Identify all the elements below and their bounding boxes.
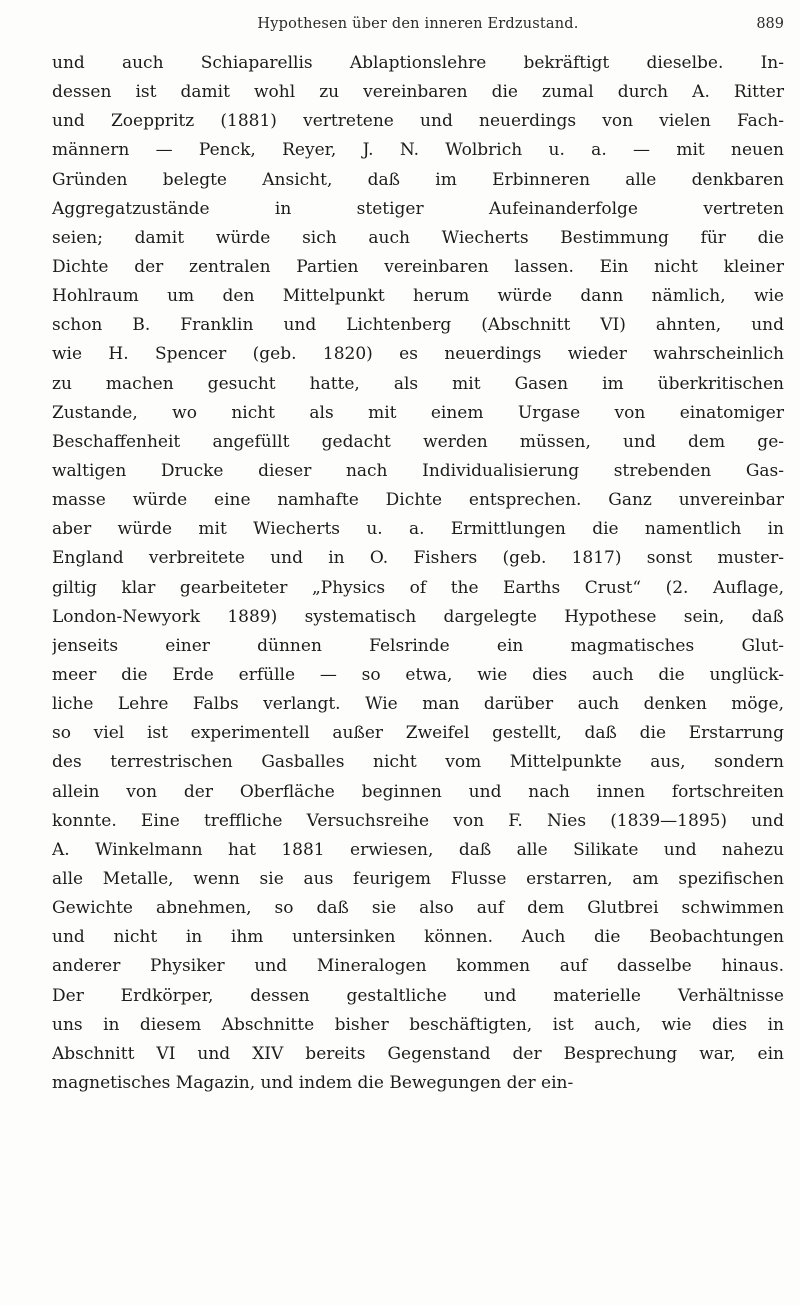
text-line: waltigen Drucke dieser nach Individualisierung strebenden Gas- [52, 460, 784, 481]
text-line: magnetisches Magazin, und indem die Bewegungen der ein- [52, 1072, 574, 1093]
text-line: liche Lehre Falbs verlangt. Wie man darüber auch denken möge, [52, 694, 784, 715]
text-line: männern — Penck, Reyer, J. N. Wolbrich u. a. — mit neuen [52, 140, 784, 161]
text-line: schon B. Franklin und Lichtenberg (Abschnitt VI) ahnten, und [52, 315, 784, 336]
text-line: aber würde mit Wiecherts u. a. Ermittlungen die namentlich in [52, 519, 784, 540]
text-line: dessen ist damit wohl zu vereinbaren die zumal durch A. Ritter [52, 82, 784, 103]
text-line: wie H. Spencer (geb. 1820) es neuerdings wieder wahrscheinlich [52, 344, 784, 365]
text-line: England verbreitete und in O. Fishers (geb. 1817) sonst muster- [52, 548, 784, 569]
text-line: allein von der Oberfläche beginnen und nach innen fortschreiten [52, 781, 784, 802]
text-line: Aggregatzustände in stetiger Aufeinanderfolge vertreten [52, 198, 784, 219]
text-line: und nicht in ihm untersinken können. Auch die Beobachtungen [52, 927, 784, 948]
text-line: alle Metalle, wenn sie aus feurigem Flusse erstarren, am spezifischen [52, 868, 784, 889]
text-line: Gewichte abnehmen, so daß sie also auf dem Glutbrei schwimmen [52, 898, 784, 919]
text-line: anderer Physiker und Mineralogen kommen auf dasselbe hinaus. [52, 956, 784, 977]
text-line: meer die Erde erfülle — so etwa, wie dies auch die unglück- [52, 664, 784, 685]
text-line: uns in diesem Abschnitte bisher beschäftigten, ist auch, wie dies in [52, 1014, 784, 1035]
page-number: 889 [756, 16, 784, 32]
text-line: Dichte der zentralen Partien vereinbaren lassen. Ein nicht kleiner [52, 256, 784, 277]
body-text [52, 49, 784, 1098]
text-line: konnte. Eine treffliche Versuchsreihe von F. Nies (1839—1895) und [52, 810, 784, 831]
text-line: zu machen gesucht hatte, als mit Gasen im überkritischen [52, 373, 784, 394]
text-line: Abschnitt VI und XIV bereits Gegenstand der Besprechung war, ein [52, 1043, 784, 1064]
text-line: und auch Schiaparellis Ablaptionslehre bekräftigt dieselbe. In- [52, 53, 784, 73]
text-line: A. Winkelmann hat 1881 erwiesen, daß alle Silikate und nahezu [52, 839, 784, 860]
text-line: jenseits einer dünnen Felsrinde ein magmatisches Glut- [52, 635, 784, 656]
text-line: des terrestrischen Gasballes nicht vom Mittelpunkte aus, sondern [52, 752, 784, 773]
text-line: Hohlraum um den Mittelpunkt herum würde dann nämlich, wie [52, 286, 784, 307]
text-line: giltig klar gearbeiteter „Physics of the Earths Crust“ (2. Auflage, [52, 577, 784, 598]
running-title: Hypothesen über den inneren Erdzustand. [257, 16, 579, 32]
running-head [52, 12, 784, 36]
text-line: Zustande, wo nicht als mit einem Urgase von einatomiger [52, 402, 784, 423]
text-line: masse würde eine namhafte Dichte entsprechen. Ganz unvereinbar [52, 490, 784, 511]
text-line: Beschaffenheit angefüllt gedacht werden müssen, und dem ge- [52, 431, 784, 452]
text-line: seien; damit würde sich auch Wiecherts Bestimmung für die [52, 227, 784, 248]
text-line: und Zoeppritz (1881) vertretene und neuerdings von vielen Fach- [52, 111, 784, 132]
text-line: so viel ist experimentell außer Zweifel gestellt, daß die Erstarrung [52, 723, 784, 744]
text-line: Gründen belegte Ansicht, daß im Erbinneren alle denkbaren [52, 169, 784, 190]
text-line: Der Erdkörper, dessen gestaltliche und materielle Verhältnisse [52, 985, 784, 1006]
text-line: London-Newyork 1889) systematisch dargelegte Hypothese sein, daß [52, 606, 784, 627]
